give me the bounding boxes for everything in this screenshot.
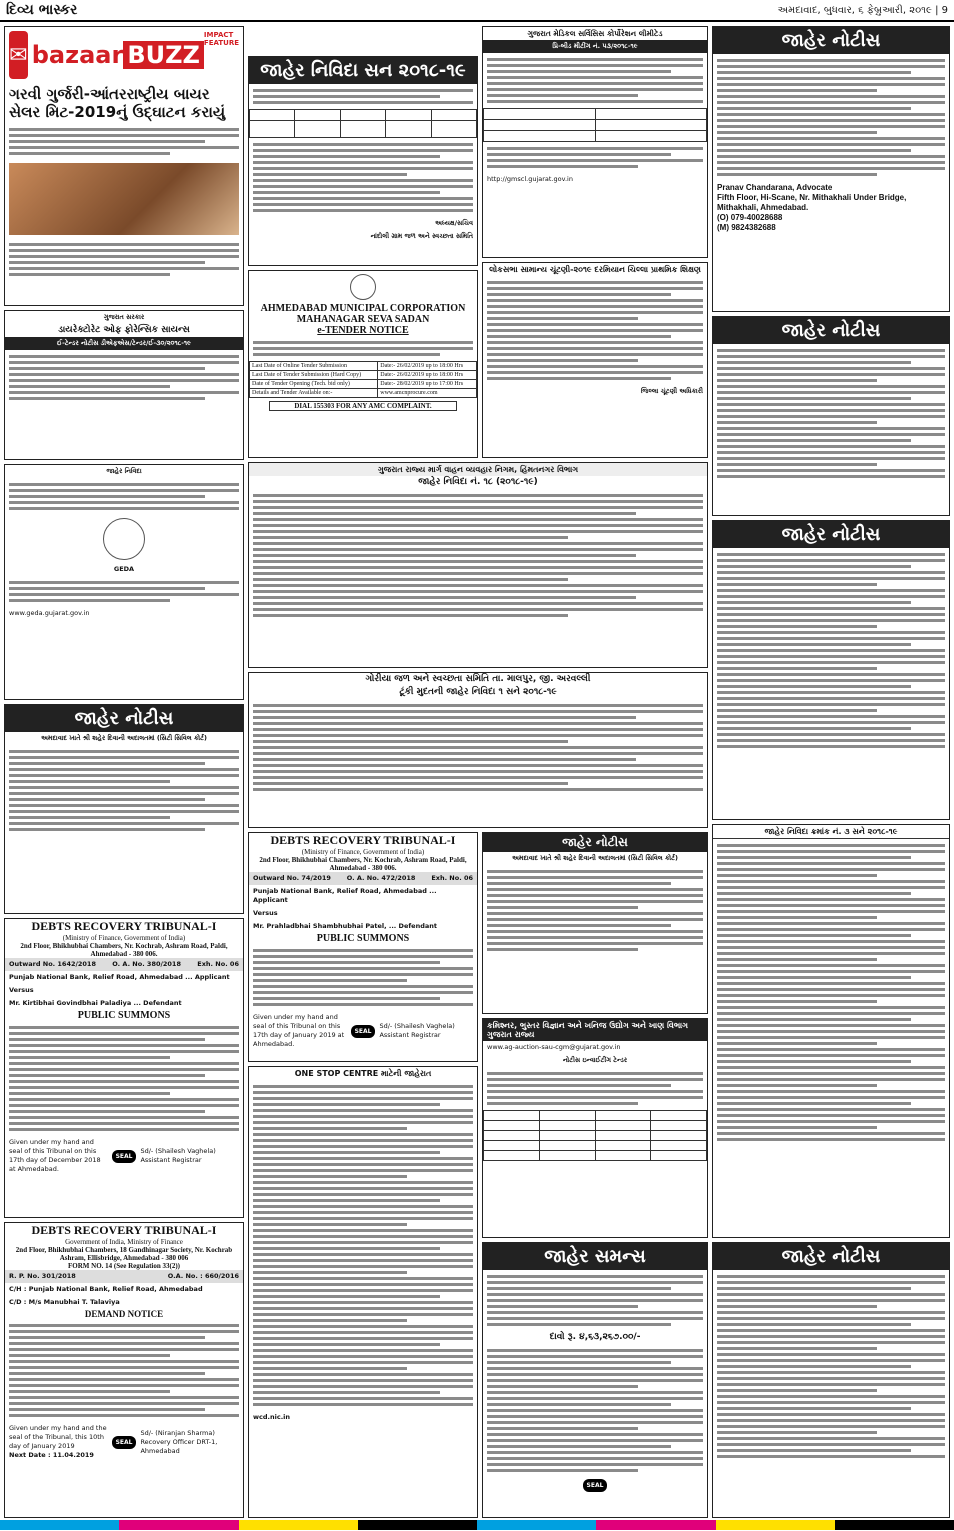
pn2-body <box>713 344 949 483</box>
drt2-footer: Given under my hand and seal of this Tribunal on this 17th day of January 2019 at Ahmedabad. SEAL Sd/- (Shailesh Vaghela) Assistant Registrar <box>253 1013 455 1048</box>
drt1-title: DEBTS RECOVERY TRIBUNAL-I <box>31 919 217 933</box>
forensic-body <box>5 350 243 405</box>
gmsc-body-2 <box>483 142 707 173</box>
public-notice-right-4 <box>712 1242 950 1518</box>
drt2-summons: PUBLIC SUMMONS <box>316 933 410 944</box>
gmsc-table <box>483 108 707 142</box>
tender-right <box>712 824 950 1238</box>
forensic-notice <box>4 310 244 460</box>
drt2-defendant: Mr. Prahladbhai Shambhubhai Patel, ... Defendant <box>253 922 437 930</box>
mining-body <box>483 1067 707 1110</box>
goriya-subhead: ટૂંકી મુદતની જાહેર નિવિદા ૧ સને ૨૦૧૮-૧૯ <box>399 687 557 697</box>
amc-table <box>249 361 477 398</box>
drt3-cd: C/D : M/s Manubhai T. Talaviya <box>9 1298 120 1306</box>
brand-word: bazaar BUZZ <box>32 41 204 69</box>
pn1-header: જાહેર નોટીસ <box>713 27 949 54</box>
jaher-notice-left-court: અમદાવાદ ખાતે શ્રી શહેર દિવાની અદાલતમાં (સિટી સિવિલ કોર્ટ) <box>41 734 207 742</box>
drt3-footer: Given under my hand and the seal of the Tribunal, this 10th day of January 2019 Next Date : 11.04.2019 SEAL Sd/- (Niranjan Sharma) Recovery Officer DRT-1, Ahmedabad <box>9 1424 218 1459</box>
drt1-case-row: Outward No. 1642/2018 O. A. No. 380/2018 Exh. No. 06 <box>5 958 243 971</box>
public-notice-right-2 <box>712 316 950 516</box>
bazaar-buzz-brand <box>5 27 243 83</box>
jaher-notice-mid-court: અમદાવાદ ખાતે શ્રી શહેર દિવાની અદાલતમાં (સિટી સિવિલ કોર્ટ) <box>512 854 678 862</box>
summons-mid-amount: દાવો રૂ. ૪,૬૩,૨૬૭.૦૦/- <box>549 1332 641 1342</box>
drt3-title: DEBTS RECOVERY TRIBUNAL-I <box>31 1223 217 1237</box>
gsrtc-subhead: જાહેર નિવિદા નં. ૧૮ (૨૦૧૮-૧૯) <box>418 477 538 487</box>
impact-label: IMPACT FEATURE <box>203 31 239 47</box>
drt2-ministry: (Ministry of Finance, Government of India) <box>301 848 425 856</box>
drt1-versus: Versus <box>9 986 34 994</box>
jaher-notice-mid-header: જાહેર નોટીસ <box>483 833 707 852</box>
forensic-title: ગુજરાત સરકાર <box>103 313 145 321</box>
amc-footer: DIAL 155303 FOR ANY AMC COMPLAINT. <box>269 401 457 411</box>
geda-emblem-icon <box>103 518 145 560</box>
drt1-footer: Given under my hand and seal of this Tribunal on this 17th day of December 2018 at Ahmedabad. SEAL Sd/- (Shailesh Vaghela) Assistant Registrar <box>9 1138 216 1173</box>
seal-icon: SEAL <box>351 1025 376 1038</box>
pn3-header: જાહેર નોટીસ <box>713 521 949 548</box>
gmsc-subhead: પ્રિ-બીડ મીટીંગ નં. ૫૩/૨૦૧૮-૧૯ <box>483 40 707 53</box>
drt1-summons: PUBLIC SUMMONS <box>77 1010 171 1021</box>
gmsc-website[interactable]: http://gmscl.gujarat.gov.in <box>487 175 573 183</box>
one-stop-website[interactable]: wcd.nic.in <box>253 1413 291 1421</box>
geda-notice <box>4 464 244 700</box>
drt-notice-2 <box>248 832 478 1062</box>
bazaar-headline: ગરવી ગુર્જરી-આંતરરાષ્ટ્રીય બાયર સેલર મિટ-2019નું ઉદ્ઘાટન કરાયું <box>9 85 226 121</box>
seal-icon: SEAL <box>112 1436 137 1449</box>
goriya-header: ગોરીયા જળ અને સ્વચ્છતા સમિતિ તા. માલપુર, જી. અરવલ્લી <box>365 674 591 684</box>
amc-org-line2: MAHANAGAR SEVA SADAN <box>296 314 430 325</box>
drt2-applicant: Punjab National Bank, Relief Road, Ahmedabad ... Applicant <box>253 887 437 904</box>
tender1-table <box>249 109 477 138</box>
tender-notice-nandoli <box>248 56 478 266</box>
bazaar-body-2 <box>5 238 243 281</box>
drt3-address: 2nd Floor, Bhikhubhai Chambers, 18 Gandhinagar Society, Nr. Kochrab Ashram, Ellisbridge, Ahmedabad - 380 006 <box>15 1246 233 1262</box>
table-row: Date of Tender Opening (Tech. bid only) Date:- 28/02/2019 up to 17:00 Hrs <box>250 380 477 389</box>
pn1-advocate: Pranav Chandarana, Advocate Fifth Floor, Hi-Scane, Nr. Mithakhali Under Bridge, Mithakhali, Ahmedabad. (O) 079-40028688 (M) 9824382688 <box>717 183 907 232</box>
drt-notice-3 <box>4 1222 244 1518</box>
jaher-notice-mid-body <box>483 865 707 956</box>
mining-website[interactable]: www.ag-auction-sau-cgm@gujarat.gov.in <box>487 1043 621 1051</box>
summons-mid-header: જાહેર સમન્સ <box>483 1243 707 1270</box>
drt1-address: 2nd Floor, Bhikhubhai Chambers, Nr. Kochrab, Ashram Road, Paldi, Ahmedabad - 380 006. <box>20 942 228 958</box>
pn4-header: જાહેર નોટીસ <box>713 1243 949 1270</box>
seal-icon: SEAL <box>112 1150 137 1163</box>
tender1-footer: અધ્યક્ષ/સચિવ <box>435 219 473 227</box>
amc-org-line1: AHMEDABAD MUNICIPAL CORPORATION <box>260 303 466 314</box>
public-notice-right-3 <box>712 520 950 820</box>
drt-notice-1 <box>4 918 244 1218</box>
geda-body <box>5 478 243 515</box>
forensic-dept: ડાયરેક્ટોરેટ ઓફ ફોરેન્સિક સાયન્સ <box>58 325 190 335</box>
tender1-header: જાહેર નિવિદા સન ૨૦૧૮-૧૯ <box>249 57 477 84</box>
one-stop-header: ONE STOP CENTRE માટેની જાહેરાત <box>294 1069 432 1078</box>
table-row: Last Date of Tender Submission (Hard Copy) Date:- 26/02/2019 up to 18:00 Hrs <box>250 371 477 380</box>
paper-name: દિવ્ય ભાસ્કર <box>6 2 78 18</box>
forensic-subhead: ઈ-ટેન્ડર નોટીસ ડીએફએસ/ટેન્ડર/ઈ-૩૦/૨૦૧૮-૧૯ <box>5 337 243 350</box>
loksabha-footer: જિલ્લા ચૂંટણી અધિકારી <box>640 387 703 395</box>
summons-mid-seal <box>483 1477 707 1494</box>
drt3-ministry: Government of India, Ministry of Finance <box>65 1238 183 1246</box>
geda-title: જાહેર નિવિદા <box>106 467 142 475</box>
drt3-demand: DEMAND NOTICE <box>84 1309 164 1319</box>
goriya-body <box>249 699 707 796</box>
jaher-notice-left <box>4 704 244 914</box>
drt2-case-row: Outward No. 74/2019 O. A. No. 472/2018 Exh. No. 06 <box>249 872 477 885</box>
summons-mid-body-2 <box>483 1344 707 1477</box>
table-row: Details and Tender Available on:- www.amcnprocure.com <box>250 389 477 398</box>
envelope-icon: ✉ <box>9 31 28 79</box>
gmsc-body <box>483 53 707 108</box>
tender-right-body <box>713 839 949 1146</box>
summons-mid <box>482 1242 708 1518</box>
one-stop-body <box>249 1080 477 1411</box>
seal-icon: SEAL <box>583 1479 608 1492</box>
gsrtc-header: ગુજરાત રાજ્ય માર્ગ વાહન વ્યવહાર નિગમ, હિંમતનગર વિભાગ <box>249 463 707 476</box>
loksabha-title: લોકસભા સામાન્ય ચૂંટણી-૨૦૧૯ દરમિયાન ચિલ્લા પ્રાથમિક શિક્ષણ <box>489 265 701 274</box>
table-row: Last Date of Online Tender Submission Date:- 26/02/2019 up to 18:00 Hrs <box>250 362 477 371</box>
goriya-notice <box>248 672 708 828</box>
mining-notice <box>482 1018 708 1238</box>
tender1-intro <box>249 84 477 109</box>
mining-table <box>483 1110 707 1161</box>
geda-body-2 <box>5 576 243 607</box>
pn2-header: જાહેર નોટીસ <box>713 317 949 344</box>
drt1-defendant: Mr. Kirtibhai Govindbhai Paladiya ... Defendant <box>9 999 182 1007</box>
jaher-notice-left-header: જાહેર નોટીસ <box>5 705 243 732</box>
gmsc-header: ગુજરાત મેડિકલ સર્વિસિસ કોર્પોરેશન લીમીટેડ <box>527 29 663 38</box>
pn3-body <box>713 548 949 753</box>
drt2-versus: Versus <box>253 909 278 917</box>
drt1-body <box>5 1021 243 1136</box>
loksabha-notice <box>482 262 708 458</box>
drt2-title: DEBTS RECOVERY TRIBUNAL-I <box>270 833 456 847</box>
mining-subhead: નોટીસ ઇન્વાઈટીંગ ટેન્ડર <box>562 1056 628 1064</box>
bazaar-body <box>5 123 243 160</box>
gsrtc-body <box>249 489 707 622</box>
bazaar-buzz-ad <box>4 26 244 306</box>
gsrtc-notice <box>248 462 708 668</box>
drt1-applicant: Punjab National Bank, Relief Road, Ahmedabad ... Applicant <box>9 973 230 981</box>
drt3-ch: C/H : Punjab National Bank, Relief Road, Ahmedabad <box>9 1285 203 1293</box>
tender1-org: નાંદોલી ગ્રામ જળ અને સ્વચ્છતા સમિતિ <box>370 232 473 240</box>
summons-mid-body <box>483 1270 707 1331</box>
one-stop-centre-notice <box>248 1066 478 1518</box>
drt1-ministry: (Ministry of Finance, Government of India) <box>62 934 186 942</box>
amc-etender <box>248 270 478 458</box>
event-photo <box>9 163 239 235</box>
date-line: અમદાવાદ, બુધવાર, ૬ ફેબ્રુઆરી, ૨૦૧૯ | 9 <box>777 4 948 16</box>
amc-desc <box>249 336 477 361</box>
jaher-notice-mid <box>482 832 708 1014</box>
color-registration-bar <box>0 1520 954 1530</box>
gmsc-notice <box>482 26 708 258</box>
drt3-form: FORM NO. 14 (See Regulation 33(2)) <box>68 1262 180 1270</box>
tender1-body <box>249 138 477 217</box>
pn1-body <box>713 54 949 181</box>
amc-emblem-icon <box>350 274 376 300</box>
drt2-body <box>249 944 477 1011</box>
masthead <box>0 0 954 22</box>
pn4-body <box>713 1270 949 1463</box>
drt3-case-row: R. P. No. 301/2018 O.A. No. : 660/2016 <box>5 1270 243 1283</box>
drt3-body <box>5 1319 243 1422</box>
amc-title: e-TENDER NOTICE <box>317 325 409 336</box>
loksabha-body <box>483 276 707 385</box>
geda-org: GEDA <box>113 565 135 573</box>
mining-header: કમિશ્નર, ભુસ્તર વિજ્ઞાન અને ખનિજ ઉદ્યોગ અને ખાણ વિભાગ ગુજરાત રાજ્ય <box>483 1019 707 1041</box>
geda-website[interactable]: www.geda.gujarat.gov.in <box>9 609 90 617</box>
jaher-notice-left-body <box>5 745 243 836</box>
tender-right-header: જાહેર નિવિદા ક્રમાંક નં. ૩ સને ૨૦૧૮-૧૯ <box>713 825 949 839</box>
public-notice-right-1 <box>712 26 950 312</box>
drt2-address: 2nd Floor, Bhikhubhai Chambers, Nr. Kochrab, Ashram Road, Paldi, Ahmedabad - 380 006. <box>259 856 467 872</box>
